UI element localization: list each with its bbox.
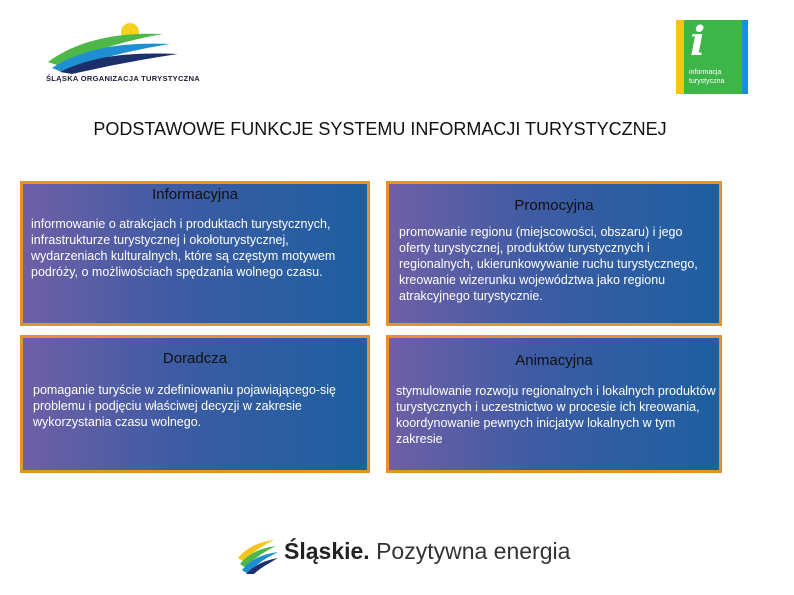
wave-logo-icon [38, 18, 188, 74]
slogan-text: Pozytywna energia [369, 538, 571, 564]
page-title: PODSTAWOWE FUNKCJE SYSTEMU INFORMACJI TURYSTYCZNEJ [93, 119, 667, 139]
slaskie-brand-logo [236, 536, 571, 574]
brand-slogan [284, 538, 570, 565]
box-description: promowanie regionu (miejscowości, obszaru) i jego oferty turystycznej, produktów turystycznych i regionalnych, ukierunkowywanie ruchu turystycznego, kreowanie wizerunku województwa jako regionu atrakcyjnego turystycznie. [399, 225, 698, 303]
box-title: Promocyjna [514, 197, 594, 214]
badge-stripe-blue [742, 20, 748, 94]
function-box-informacyjna [20, 181, 370, 326]
box-description: informowanie o atrakcjach i produktach turystycznych, infrastrukturze turystycznej i okołoturystycznej, wydarzeniach kulturalnych, które są częstym motywem podróży, o możliwościach spędzania wolnego czasu. [31, 217, 336, 279]
badge-text: informacja turystyczna [689, 69, 725, 85]
box-title: Doradcza [162, 350, 228, 367]
box-title: Informacyjna [152, 186, 238, 203]
brand-name: Śląskie. [284, 538, 370, 564]
box-description: pomaganie turyście w zdefiniowaniu pojawiającego-się problemu i podjęciu właściwej decyzji w zakresie wykorzystania czasu wolnego. [33, 383, 336, 429]
box-description: stymulowanie rozwoju regionalnych i lokalnych produktów turystycznych i uczestnictwo w procesie ich kreowania, koordynowanie pewnych inicjatyw lokalnych w tym zakresie [396, 384, 716, 446]
brand-wave-icon [236, 536, 278, 574]
box-title: Animacyjna [515, 352, 593, 369]
info-icon: i [690, 18, 706, 65]
function-box-promocyjna [386, 181, 722, 326]
organization-logo [38, 18, 201, 90]
badge-stripe-yellow [676, 20, 684, 94]
function-box-doradcza [20, 335, 370, 473]
tourist-information-badge [676, 20, 748, 94]
function-box-animacyjna [386, 335, 722, 473]
organization-name: ŚLĄSKA ORGANIZACJA TURYSTYCZNA [46, 74, 201, 83]
